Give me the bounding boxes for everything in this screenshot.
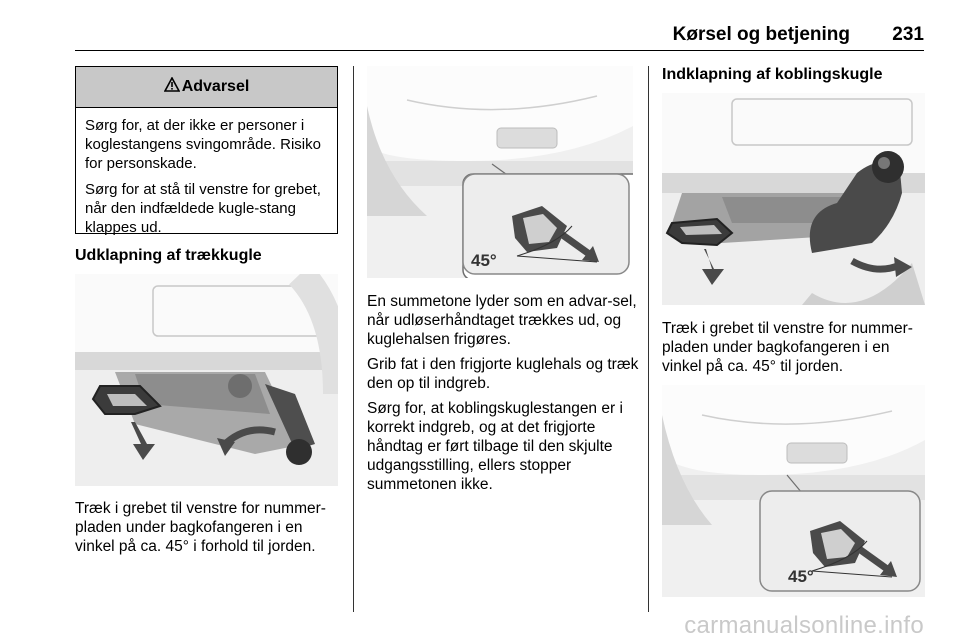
column2-paragraph-2: Grib fat i den frigjorte kuglehals og træk den op til indgreb. [367, 356, 639, 392]
column-divider-2 [648, 66, 649, 612]
caption-text: Træk i grebet til venstre for nummer-pladen under bagkofangeren i en vinkel på ca. 45° i forhold til jorden. [75, 500, 326, 555]
figure-fold-towball [662, 93, 925, 305]
figure-release-handle [367, 66, 633, 278]
header-rule [75, 50, 924, 51]
warning-paragraph-1: Sørg for, at der ikke er personer i koglestangens svingområde. Risiko for personskade. [85, 117, 321, 172]
figure-angle-label: 45° [471, 251, 497, 270]
figure-angle-label-2: 45° [788, 567, 814, 586]
column2-paragraph-1: En summetone lyder som en advar-sel, når udløserhåndtaget trækkes ud, og kuglehalsen frigøres. [367, 293, 637, 348]
caption-fold-text: Træk i grebet til venstre for nummer-pladen under bagkofangeren i en vinkel på ca. 45° til jorden. [662, 320, 913, 375]
watermark: carmanualsonline.info [684, 612, 924, 639]
figure-unfold-towball [75, 274, 338, 486]
heading-fold-towball: Indklapning af koblingskugle [662, 66, 883, 83]
column-divider-1 [353, 66, 354, 612]
chapter-title: Kørsel og betjening [672, 24, 850, 45]
warning-box [75, 66, 338, 234]
page-number: 231 [892, 24, 924, 45]
figure-fold-release-handle [662, 385, 925, 597]
warning-paragraph-2: Sørg for at stå til venstre for grebet, når den indfældede kugle-stang klappes ud. [85, 181, 321, 236]
caption-unfold-towball [75, 499, 341, 562]
column2-text [367, 292, 640, 500]
heading-unfold-towball: Udklapning af trækkugle [75, 247, 262, 264]
warning-header [76, 67, 337, 108]
column2-paragraph-3: Sørg for, at koblingskuglestangen er i korrekt indgreb, og at det frigjorte håndtag er ført tilbage til den skjulte udgangsstilling, ellers stopper summetonen ikke. [367, 400, 623, 493]
caption-fold-towball [662, 319, 928, 382]
warning-title: Advarsel [181, 78, 250, 95]
warning-triangle-icon [164, 77, 180, 97]
